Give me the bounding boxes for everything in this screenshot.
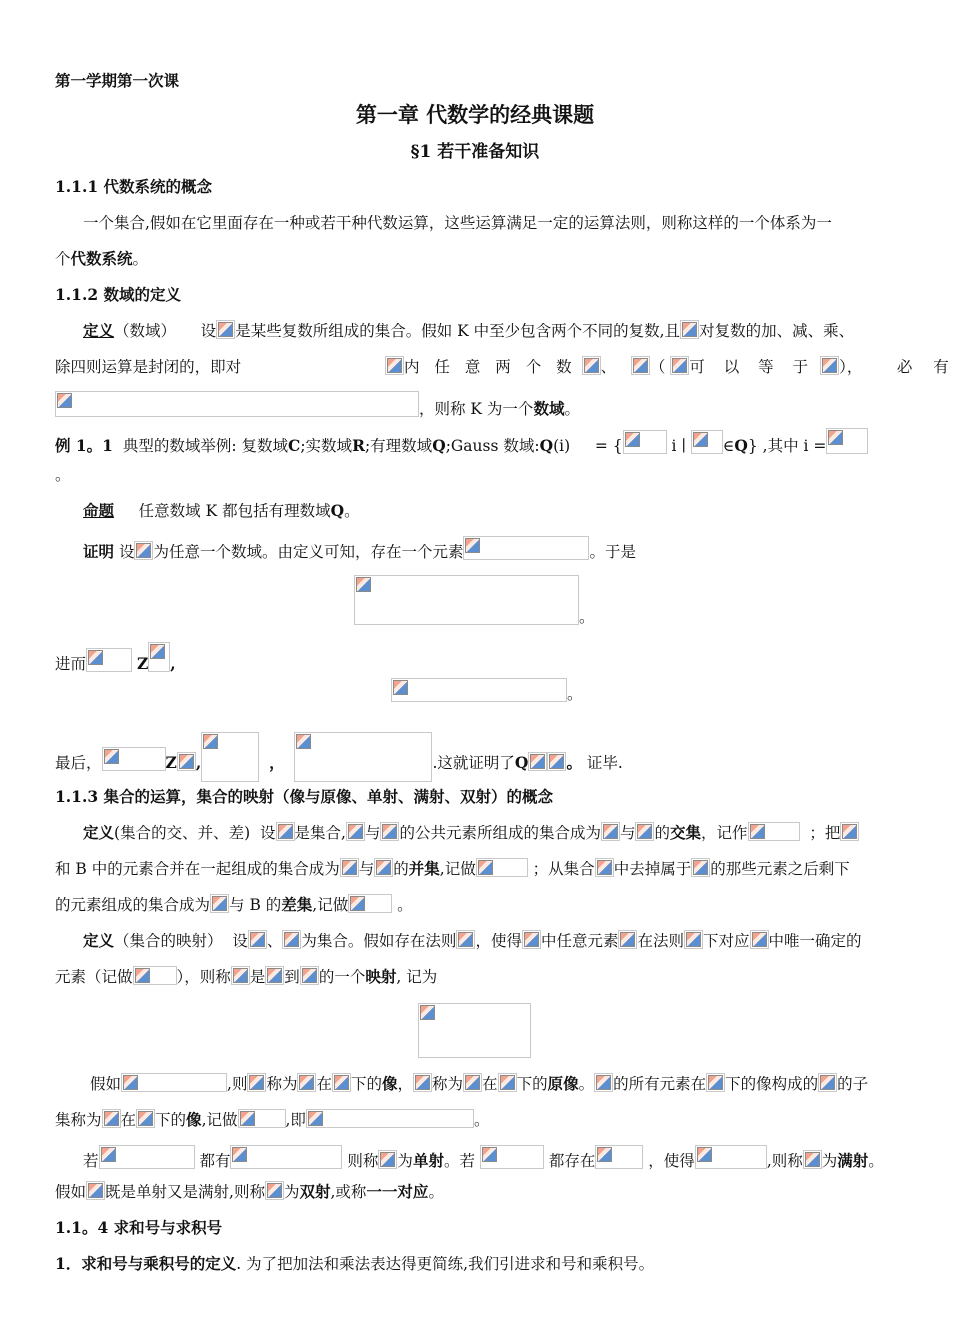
text: 称为	[432, 1075, 464, 1093]
text: 下对应	[702, 932, 750, 950]
definition-mapping-line2	[55, 966, 905, 988]
text: .这就证明了	[432, 754, 515, 772]
formula-image	[840, 822, 859, 841]
text: 。	[473, 1111, 490, 1129]
formula-image	[547, 752, 566, 771]
formula-image	[803, 1150, 822, 1169]
formula-image	[86, 648, 132, 672]
proposition	[83, 500, 905, 522]
text: ，则称 K 为一个	[419, 400, 534, 418]
word: 对	[225, 358, 242, 376]
formula-image	[391, 678, 567, 702]
word: 即	[210, 358, 226, 376]
formula-image	[238, 1109, 286, 1128]
formula-image	[595, 1145, 643, 1169]
formula-image	[750, 930, 769, 949]
text: 的那些元素之后剩下	[710, 860, 850, 878]
text: 为集合。假如存在法则	[301, 932, 457, 950]
formula-image	[134, 541, 153, 560]
symbol-Q: Q	[539, 436, 554, 455]
text: 与	[358, 860, 375, 878]
word: 算	[117, 358, 133, 376]
text: ，使得	[475, 932, 522, 950]
formula-image	[230, 1145, 342, 1169]
formula-image	[121, 1073, 227, 1092]
text: 是集合,	[294, 824, 346, 842]
text: 和 B 中的元素合并在一起组成的集合成为	[55, 860, 340, 878]
text: = {	[594, 437, 623, 455]
text: 下的	[155, 1111, 187, 1129]
term-injection: 单射	[412, 1151, 444, 1170]
text: ,则	[227, 1075, 248, 1093]
text: 在	[120, 1111, 137, 1129]
definition-bijection	[55, 1181, 905, 1203]
formula-image	[635, 822, 654, 841]
word: 运	[101, 358, 118, 376]
text: 设	[118, 543, 135, 561]
subsection-title-1-1-4: 1.1。4 求和号与求积号	[55, 1218, 223, 1237]
text: 、	[266, 932, 283, 950]
symbol-Q: Q	[734, 436, 748, 455]
text: 都有	[199, 1152, 231, 1170]
word: 除	[55, 358, 71, 376]
proof-formula-2	[391, 678, 905, 705]
formula-image	[684, 930, 703, 949]
text: 是某些复数所组成的集合。假如 K 中至少包含两个不同的复数,且	[235, 322, 681, 340]
formula-image	[820, 356, 839, 375]
text: 内 任 意 两 个 数	[404, 358, 577, 376]
definition-set-ops-line2	[55, 858, 905, 880]
definition-label: 定义	[83, 823, 115, 842]
formula-image	[248, 930, 267, 949]
text: ），	[839, 358, 863, 376]
text: ,记做	[312, 896, 349, 914]
lesson-header: 第一学期第一次课	[55, 71, 180, 90]
example-label: 例 1。1	[55, 436, 113, 455]
text: ;Gauss 数域:	[445, 437, 540, 455]
symbol-Q: Q	[514, 753, 529, 772]
formula-image	[601, 822, 620, 841]
formula-image	[706, 1073, 725, 1092]
definition-set-ops	[83, 822, 905, 844]
mapping-formula	[418, 1003, 905, 1061]
definition-image-line2	[55, 1109, 905, 1131]
definition-number-field	[83, 320, 905, 342]
formula-image	[385, 356, 404, 375]
formula-image	[102, 1109, 121, 1128]
formula-image	[332, 1073, 351, 1092]
text: 。	[566, 753, 582, 772]
text: 。	[579, 608, 595, 626]
formula-image	[216, 320, 235, 339]
text: 为	[283, 1183, 300, 1201]
text: 中任意元素	[540, 932, 619, 950]
text: 在法则	[637, 932, 684, 950]
formula-image	[210, 894, 229, 913]
proof-line-3	[55, 732, 905, 782]
paragraph-label: 1．求和号与乘积号的定义	[55, 1254, 237, 1273]
subsection-title-1-1-1: 1.1.1 代数系统的概念	[55, 177, 213, 196]
term-mapping: 映射	[365, 967, 397, 986]
definition-set-ops-line3	[55, 894, 905, 916]
text: 假如	[55, 1183, 87, 1201]
formula-image	[148, 642, 170, 672]
term-algebra-system: 代数系统	[70, 249, 133, 268]
formula-image	[498, 1073, 517, 1092]
formula-image	[691, 858, 710, 877]
formula-image	[265, 966, 284, 985]
text: 。	[428, 1183, 444, 1201]
text: 下的	[516, 1075, 548, 1093]
formula-image	[748, 822, 800, 841]
text: 设	[259, 824, 276, 842]
term-image: 像	[382, 1074, 398, 1093]
text: 的元素组成的集合成为	[55, 896, 211, 914]
formula-image	[623, 430, 667, 454]
formula-image	[380, 822, 399, 841]
spread-text	[55, 356, 377, 378]
formula-image	[522, 930, 541, 949]
formula-image	[818, 1073, 837, 1092]
text: . 为了把加法和乘法表达得更简练,我们引进求和号和乘积号。	[236, 1255, 655, 1273]
text: ；从集合	[532, 860, 595, 878]
formula-image	[631, 356, 650, 375]
text: 设	[200, 322, 217, 340]
text: 下的	[350, 1075, 382, 1093]
formula-image	[418, 1003, 531, 1058]
text: } ,其中 i =	[747, 437, 827, 455]
text: 。	[344, 502, 360, 520]
text: , 记为	[396, 968, 438, 986]
text: （	[649, 358, 666, 376]
formula-image	[456, 930, 475, 949]
text: 的所有元素在	[613, 1075, 707, 1093]
text: 。	[868, 1152, 884, 1170]
formula-image	[99, 1145, 195, 1169]
term-preimage: 原像	[547, 1074, 579, 1093]
word: 四	[70, 358, 87, 376]
text: 。于是	[589, 543, 636, 561]
text: 进而	[55, 655, 87, 673]
text: 为	[397, 1152, 413, 1170]
text: 可 以 等 于	[689, 358, 816, 376]
formula-image	[55, 391, 419, 417]
text: 若	[83, 1152, 99, 1170]
text: （集合的映射）	[114, 932, 223, 950]
paragraph-algebra-system-cont	[55, 248, 905, 270]
formula-image	[133, 966, 177, 985]
text: (集合的交、并、差)	[114, 824, 251, 842]
subsection-title-1-1-3: 1.1.3 集合的运算，集合的映射（像与原像、单射、满射、双射）的概念	[55, 787, 554, 806]
word: 是	[132, 358, 149, 376]
paragraph-algebra-system: 一个集合,假如在它里面存在一种或若干种代数运算，这些运算满足一定的运算法则，则称这样的一个体系为一	[83, 214, 832, 232]
formula-image	[297, 1073, 316, 1092]
text: ,	[195, 753, 202, 772]
proposition-label: 命题	[83, 501, 115, 520]
formula-image	[680, 320, 699, 339]
chapter-title: 第一章 代数学的经典课题	[355, 102, 595, 127]
symbol-Z: Z	[165, 753, 177, 772]
word: 则	[86, 358, 102, 376]
text: 既是单射又是满射,则称	[105, 1183, 265, 1201]
word: 封	[148, 358, 164, 376]
formula-image	[136, 1109, 155, 1128]
text: 。	[578, 1075, 595, 1093]
proof-line-2	[55, 642, 905, 675]
text: ，	[397, 1075, 414, 1093]
formula-image	[691, 430, 723, 454]
text: 则称	[347, 1152, 379, 1170]
text: 是	[249, 968, 266, 986]
text: ,则称	[766, 1152, 803, 1170]
text: ,	[170, 654, 176, 673]
text: 下的像构成的	[725, 1075, 819, 1093]
formula-image	[463, 1073, 482, 1092]
symbol-R: R	[352, 436, 365, 455]
formula-image	[594, 1073, 613, 1092]
formula-image	[340, 858, 359, 877]
formula-image	[282, 930, 301, 949]
text: 集称为	[55, 1111, 102, 1129]
text: 。	[567, 685, 583, 703]
text: ;有理数域	[364, 437, 433, 455]
text: i ∣	[671, 437, 686, 455]
symbol-Z: Z	[136, 654, 149, 673]
formula-image	[463, 536, 589, 560]
text: ,记做	[439, 860, 476, 878]
text: 必 有	[896, 358, 957, 376]
formula-image	[480, 1145, 544, 1169]
text: ，记作	[701, 824, 748, 842]
term-difference: 差集	[281, 895, 313, 914]
formula-image	[346, 822, 365, 841]
formula-image	[354, 575, 579, 625]
text: 的	[393, 860, 409, 878]
symbol-C: C	[287, 436, 301, 455]
text: ,或称	[330, 1183, 367, 1201]
formula-image	[86, 1181, 105, 1200]
term-surjection: 满射	[837, 1151, 869, 1170]
text: 。	[132, 250, 149, 268]
text: ,记做	[201, 1111, 238, 1129]
text: 都存在	[548, 1152, 596, 1170]
definition-injection-surjection	[83, 1145, 905, 1172]
text: ,即	[285, 1111, 306, 1129]
text: 称为	[266, 1075, 298, 1093]
text: 在	[482, 1075, 498, 1093]
formula-image	[294, 732, 432, 782]
definition-number-field-line2	[55, 356, 957, 378]
term-one-to-one: 一一对应	[366, 1182, 429, 1201]
formula-image	[618, 930, 637, 949]
text: 最后，	[55, 754, 102, 772]
formula-image	[306, 1109, 474, 1128]
text: （数域）	[114, 322, 177, 340]
text: ;实数域	[300, 437, 353, 455]
text: 与	[364, 824, 381, 842]
text: 为任意一个数域。由定义可知，存在一个元素	[153, 543, 464, 561]
formula-image	[276, 822, 295, 841]
formula-image	[265, 1181, 284, 1200]
symbol-Q: Q	[330, 501, 345, 520]
text: 的公共元素所组成的集合成为	[399, 824, 601, 842]
word: 的	[179, 358, 195, 376]
formula-image	[476, 858, 528, 877]
text: ，使得	[648, 1152, 695, 1170]
text: 、	[600, 358, 617, 376]
formula-image	[413, 1073, 432, 1092]
text: 的子	[837, 1075, 869, 1093]
formula-image	[201, 732, 259, 782]
formula-image	[670, 356, 689, 375]
text: 在	[316, 1075, 332, 1093]
text: 。若	[443, 1152, 475, 1170]
formula-image	[528, 752, 547, 771]
formula-image	[826, 428, 868, 454]
text: 为	[821, 1152, 838, 1170]
formula-image	[595, 858, 614, 877]
formula-image	[695, 1145, 767, 1169]
text: ），则称	[176, 968, 231, 986]
definition-image-preimage	[90, 1073, 905, 1095]
formula-image	[348, 894, 392, 913]
definition-mapping	[83, 930, 905, 952]
term-number-field: 数域	[533, 399, 565, 418]
symbol-Q: Q	[432, 436, 446, 455]
term-intersection: 交集	[670, 823, 702, 842]
formula-image	[582, 356, 601, 375]
term-union: 并集	[408, 859, 440, 878]
term-bijection: 双射	[299, 1182, 331, 1201]
text: 。	[564, 400, 580, 418]
formula-image	[247, 1073, 266, 1092]
text: 设	[232, 932, 248, 950]
formula-image	[300, 966, 319, 985]
text: 个	[55, 250, 71, 268]
word: 闭	[163, 358, 180, 376]
definition-label: 定义	[83, 321, 115, 340]
term-image: 像	[186, 1110, 202, 1129]
word: ，	[194, 358, 211, 376]
text: 与	[619, 824, 636, 842]
proof-label: 证明	[83, 542, 115, 561]
text: ，	[269, 753, 285, 772]
text: 到	[284, 968, 300, 986]
text: 证毕.	[586, 754, 623, 772]
text: 对复数的加、减、乘、	[699, 322, 855, 340]
formula-image	[177, 752, 196, 771]
definition-number-field-line3	[55, 391, 905, 420]
text: 。	[397, 896, 413, 914]
formula-image	[231, 966, 250, 985]
text: 假如	[90, 1075, 122, 1093]
text: 典型的数域举例: 复数域	[122, 437, 288, 455]
section-title: §1 若干准备知识	[410, 142, 540, 162]
proof-formula-1	[354, 575, 905, 628]
text: 任意数域 K 都包括有理数域	[138, 502, 331, 520]
text: 中去掉属于	[613, 860, 692, 878]
text: 的一个	[318, 968, 366, 986]
text: 与 B 的	[229, 896, 282, 914]
example-1-1	[55, 428, 905, 457]
proof-start	[83, 536, 905, 563]
definition-label: 定义	[83, 931, 115, 950]
text: ；把	[809, 824, 841, 842]
formula-image	[378, 1150, 397, 1169]
paragraph-summation	[55, 1253, 905, 1275]
text: (i)	[553, 437, 571, 455]
formula-image	[374, 858, 393, 877]
text: ∈	[722, 437, 735, 455]
formula-image	[102, 747, 166, 771]
text: 元素（记做	[55, 968, 133, 986]
example-end: 。	[55, 466, 71, 484]
text: 中唯一确定的	[768, 932, 862, 950]
subsection-title-1-1-2: 1.1.2 数域的定义	[55, 285, 182, 304]
text: 的	[654, 824, 670, 842]
